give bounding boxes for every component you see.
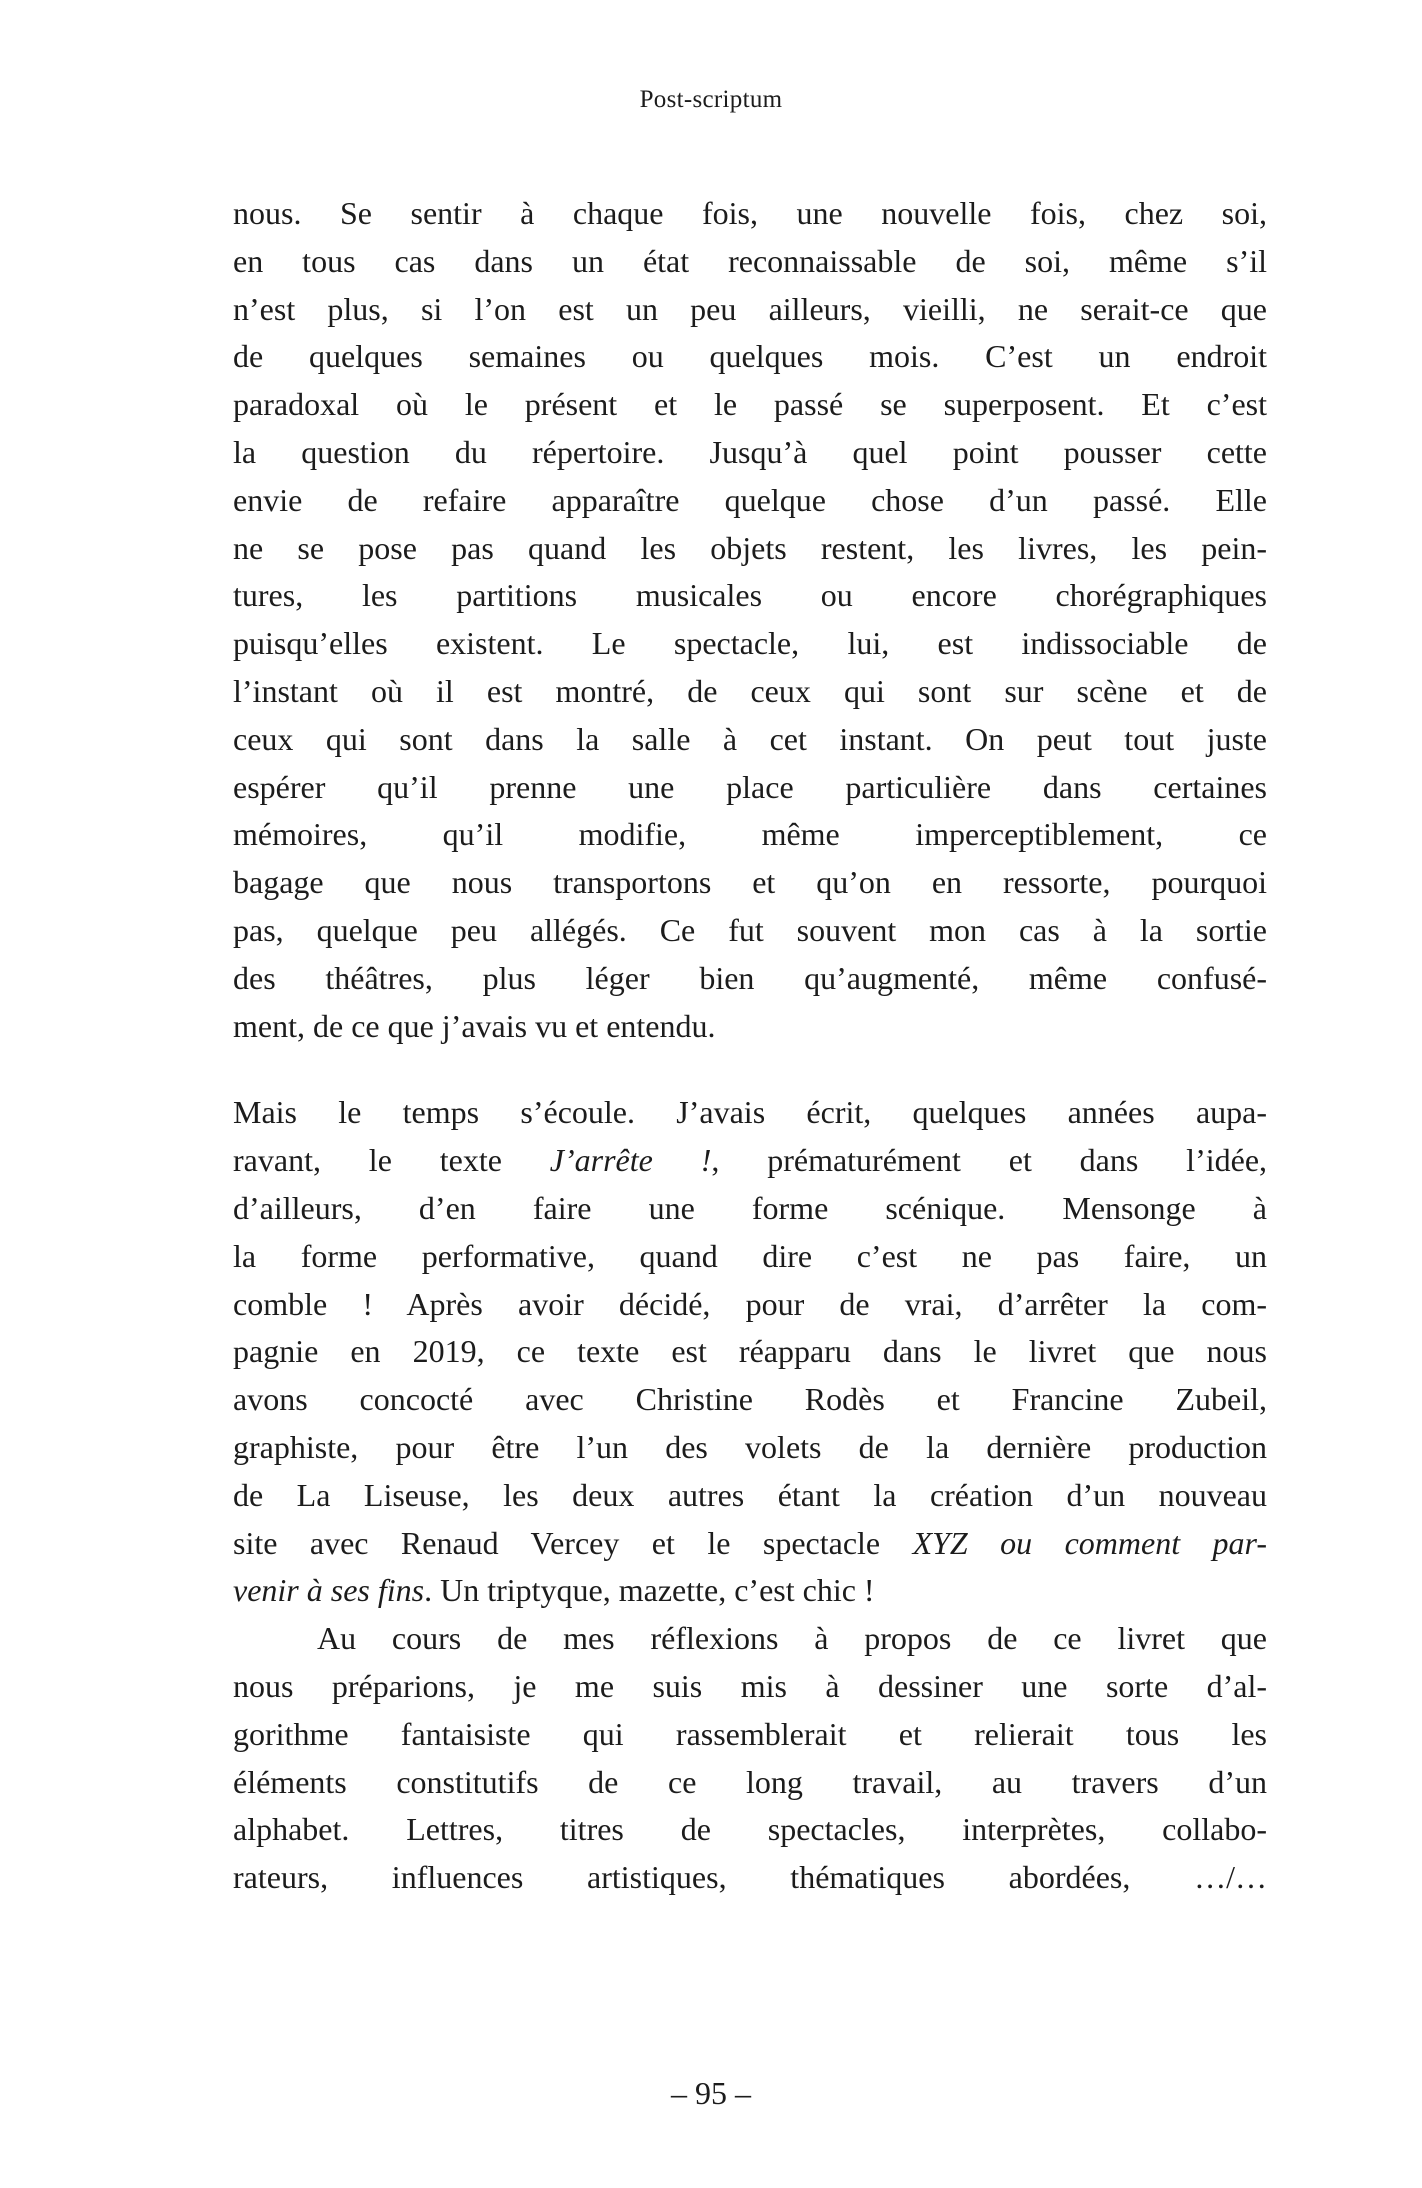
text-line (233, 1281, 1267, 1329)
text-span: Au cours de mes réflexions à propos de ce livret que (317, 1620, 1267, 1657)
text-line (233, 1472, 1267, 1520)
text-line (233, 1854, 1267, 1902)
text-line (233, 333, 1267, 381)
text-line (233, 955, 1267, 1003)
paragraph (233, 190, 1267, 1050)
text-span: pas, quelque peu allégés. Ce fut souvent mon cas à la sortie (233, 911, 1267, 948)
text-line (233, 811, 1267, 859)
text-span: tures, les partitions musicales ou encore chorégraphiques (233, 577, 1267, 614)
text-span: n’est plus, si l’on est un peu ailleurs, vieilli, ne serait-ce que (233, 290, 1267, 327)
text-span: puisqu’elles existent. Le spectacle, lui, est indissociable de (233, 625, 1267, 662)
italic-title: J’arrête ! (549, 1142, 712, 1179)
text-line (233, 1003, 1267, 1051)
text-span: comble ! Après avoir décidé, pour de vrai, d’arrêter la com- (233, 1285, 1267, 1322)
text-span: ne se pose pas quand les objets restent, les livres, les pein- (233, 529, 1267, 566)
text-line (233, 1711, 1267, 1759)
text-span: bagage que nous transportons et qu’on en ressorte, pourquoi (233, 864, 1267, 901)
text-line (233, 859, 1267, 907)
text-line (233, 1137, 1267, 1185)
text-span: espérer qu’il prenne une place particulière dans certaines (233, 768, 1267, 805)
text-span: mémoires, qu’il modifie, même imperceptiblement, ce (233, 816, 1267, 853)
text-line (233, 620, 1267, 668)
text-span: . Un triptyque, mazette, c’est chic ! (424, 1572, 875, 1609)
text-span: graphiste, pour être l’un des volets de la dernière production (233, 1428, 1267, 1465)
text-line (233, 1089, 1267, 1137)
running-header: Post-scriptum (639, 86, 783, 113)
text-span: l’instant où il est montré, de ceux qui sont sur scène et de (233, 672, 1267, 709)
text-line (233, 907, 1267, 955)
text-line (233, 525, 1267, 573)
text-span: site avec Renaud Vercey et le spectacle (233, 1524, 913, 1561)
text-line (233, 764, 1267, 812)
text-line (233, 381, 1267, 429)
text-span: des théâtres, plus léger bien qu’augmenté, même confusé- (233, 959, 1267, 996)
text-span: la forme performative, quand dire c’est ne pas faire, un (233, 1237, 1267, 1274)
text-span: rateurs, influences artistiques, thématiques abordées, …/… (233, 1859, 1267, 1896)
text-span: la question du répertoire. Jusqu’à quel point pousser cette (233, 433, 1267, 470)
text-span: ravant, le texte (233, 1142, 550, 1179)
text-span: nous. Se sentir à chaque fois, une nouvelle fois, chez soi, (233, 195, 1267, 231)
text-line (233, 429, 1267, 477)
text-line (233, 286, 1267, 334)
text-span: ceux qui sont dans la salle à cet instant. On peut tout juste (233, 720, 1267, 757)
text-span: paradoxal où le présent et le passé se superposent. Et c’est (233, 386, 1267, 423)
text-span: nous préparions, je me suis mis à dessiner une sorte d’al- (233, 1667, 1267, 1704)
paragraph (233, 1615, 1267, 1902)
text-span: pagnie en 2019, ce texte est réapparu dans le livret que nous (233, 1333, 1267, 1370)
text-line (233, 716, 1267, 764)
text-span: alphabet. Lettres, titres de spectacles, interprètes, collabo- (233, 1811, 1267, 1848)
text-span: de La Liseuse, les deux autres étant la création d’un nouveau (233, 1476, 1267, 1513)
text-span: gorithme fantaisiste qui rassemblerait et relierait tous les (233, 1715, 1267, 1752)
text-span: Mais le temps s’écoule. J’avais écrit, quelques années aupa- (233, 1094, 1267, 1131)
paragraph (233, 1089, 1267, 1615)
text-line (233, 1328, 1267, 1376)
text-span: en tous cas dans un état reconnaissable de soi, même s’il (233, 242, 1267, 279)
text-line (233, 1424, 1267, 1472)
text-span: d’ailleurs, d’en faire une forme scénique. Mensonge à (233, 1189, 1267, 1226)
text-span: ment, de ce que j’avais vu et entendu. (233, 1007, 716, 1044)
text-line (233, 1663, 1267, 1711)
text-span: de quelques semaines ou quelques mois. C’est un endroit (233, 338, 1267, 375)
text-line (233, 477, 1267, 525)
text-line (233, 668, 1267, 716)
text-span: avons concocté avec Christine Rodès et Francine Zubeil, (233, 1381, 1267, 1418)
text-line (233, 1376, 1267, 1424)
text-line (233, 1759, 1267, 1807)
text-span: envie de refaire apparaître quelque chose d’un passé. Elle (233, 481, 1267, 518)
text-line (233, 572, 1267, 620)
text-line (233, 1233, 1267, 1281)
page-number: – 95 – (671, 2075, 751, 2111)
text-line (233, 1520, 1267, 1568)
text-span: , prématurément et dans l’idée, (711, 1142, 1268, 1179)
body-text (233, 190, 1267, 1902)
italic-title: venir à ses fins (233, 1572, 425, 1609)
text-line (233, 190, 1267, 238)
text-line (233, 1615, 1267, 1663)
text-line (233, 1806, 1267, 1854)
text-line (233, 1567, 1267, 1615)
text-line (233, 1185, 1267, 1233)
text-span: éléments constitutifs de ce long travail, au travers d’un (233, 1763, 1267, 1800)
italic-title: XYZ ou comment par- (912, 1524, 1268, 1561)
text-line (233, 238, 1267, 286)
